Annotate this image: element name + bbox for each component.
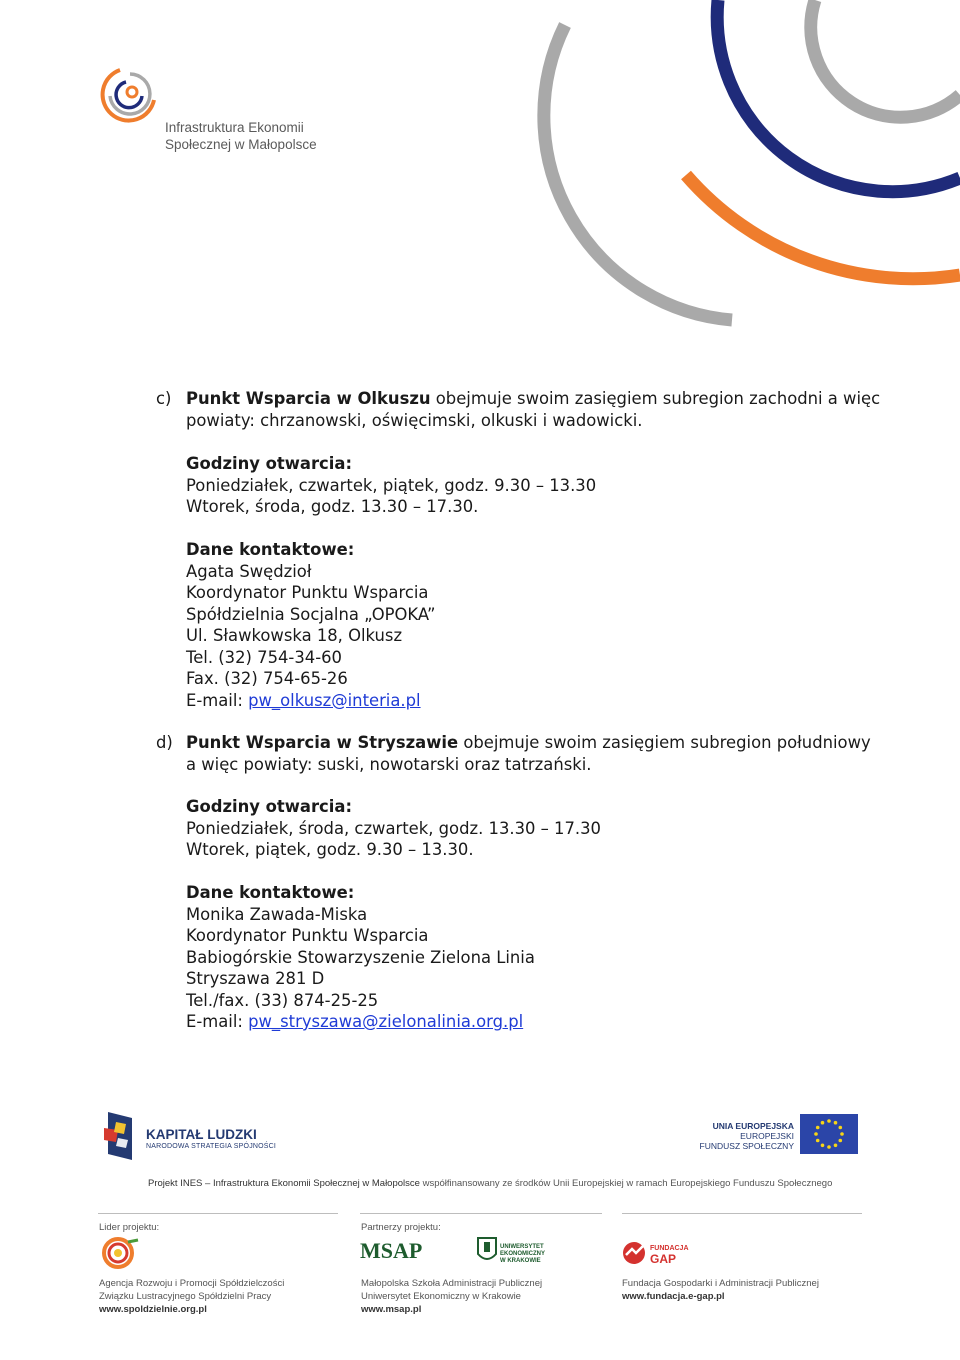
project-funding-text: współfinansowany ze środków Unii Europejskiej w ramach Europejskiego Funduszu Społecznego — [419, 1178, 833, 1189]
eu-line-3: FUNDUSZ SPOŁECZNY — [699, 1141, 794, 1151]
email-label: E-mail: — [186, 1012, 249, 1031]
section-d-contact — [186, 882, 535, 1033]
section-d-hours-line: Wtorek, piątek, godz. 9.30 – 13.30. — [186, 840, 474, 859]
gap-logo-text — [650, 1243, 689, 1265]
ines-logo-icon — [96, 62, 168, 126]
section-d-intro-text: obejmuje swoim zasięgiem subregion południowy — [458, 733, 871, 752]
section-d-title: Punkt Wsparcia w Stryszawie — [186, 733, 459, 752]
section-d-intro-line2: a więc powiaty: suski, nowotarski oraz tatrzański. — [186, 754, 592, 774]
kapital-ludzki-title: KAPITAŁ LUDZKI — [146, 1127, 257, 1142]
gray-arc — [544, 25, 732, 320]
kapital-ludzki-subtitle: NARODOWA STRATEGIA SPÓJNOŚCI — [146, 1143, 277, 1150]
header-arcs-graphic — [0, 0, 960, 360]
contact-role: Koordynator Punktu Wsparcia — [186, 583, 429, 602]
partner1-url[interactable]: www.msap.pl — [361, 1304, 422, 1315]
contact-organization: Spółdzielnia Socjalna „OPOKA” — [186, 604, 436, 624]
divider — [622, 1213, 862, 1214]
ue-logo-line: UNIWERSYTET — [500, 1244, 544, 1250]
section-c-contact-heading: Dane kontaktowe: — [186, 540, 355, 559]
msap-logo: MSAP — [360, 1238, 423, 1263]
partner1-line: Małopolska Szkoła Administracji Publicznej — [361, 1278, 543, 1289]
section-d-contact-heading: Dane kontaktowe: — [186, 883, 355, 902]
ue-krakow-crest-icon — [476, 1236, 498, 1266]
contact-phone-fax: Tel./fax. (33) 874-25-25 — [186, 990, 379, 1010]
eu-flag-icon — [800, 1114, 858, 1154]
partner2-info — [622, 1277, 819, 1303]
section-d-hours-line: Poniedziałek, środa, czwartek, godz. 13.30 – 17.30 — [186, 818, 601, 838]
section-c-contact — [186, 539, 436, 711]
section-c-intro-line2: powiaty: chrzanowski, oświęcimski, olkuski i wadowicki. — [186, 410, 643, 430]
eu-fund-text — [690, 1121, 794, 1151]
email-link[interactable]: pw_stryszawa@zielonalinia.org.pl — [248, 1012, 524, 1031]
ue-logo-line: EKONOMICZNY — [500, 1251, 545, 1257]
gap-logo-line: GAP — [650, 1252, 677, 1266]
eu-line-2: EUROPEJSKI — [740, 1131, 794, 1141]
arips-logo-icon — [98, 1236, 142, 1270]
leader-line: Związku Lustracyjnego Spółdzielni Pracy — [99, 1291, 272, 1302]
leader-url[interactable]: www.spoldzielnie.org.pl — [99, 1304, 207, 1315]
partner2-url[interactable]: www.fundacja.e-gap.pl — [622, 1291, 725, 1302]
logo-text — [165, 119, 317, 153]
eu-line-1: UNIA EUROPEJSKA — [712, 1121, 794, 1131]
section-c-hours-line: Poniedziałek, czwartek, piątek, godz. 9.30 – 13.30 — [186, 475, 597, 495]
divider — [98, 1213, 338, 1214]
contact-name: Agata Swędzioł — [186, 561, 312, 581]
leader-line: Agencja Rozwoju i Promocji Spółdzielczości — [99, 1278, 285, 1289]
gray-arc-small — [811, 0, 960, 117]
contact-name: Monika Zawada-Miska — [186, 904, 368, 924]
gap-logo-line: FUNDACJA — [650, 1245, 689, 1252]
section-d-hours — [186, 796, 601, 861]
contact-address: Stryszawa 281 D — [186, 969, 325, 988]
partner1-info — [361, 1277, 542, 1316]
partner1-line: Uniwersytet Ekonomiczny w Krakowie — [361, 1291, 521, 1302]
contact-fax: Fax. (32) 754-65-26 — [186, 669, 348, 688]
section-c-hours-line: Wtorek, środa, godz. 13.30 – 17.30. — [186, 497, 479, 516]
project-funding-line — [148, 1178, 832, 1189]
ue-logo-line: W KRAKOWIE — [500, 1258, 541, 1264]
email-link[interactable]: pw_olkusz@interia.pl — [248, 690, 421, 710]
leader-info — [99, 1277, 284, 1316]
partners-label: Partnerzy projektu: — [361, 1222, 441, 1233]
leader-label: Lider projektu: — [99, 1222, 160, 1233]
contact-organization: Babiogórskie Stowarzyszenie Zielona Linia — [186, 947, 535, 967]
section-d-label: d) — [156, 733, 173, 752]
section-c-title: Punkt Wsparcia w Olkuszu — [186, 389, 431, 408]
kapital-ludzki-logo-icon — [102, 1108, 136, 1162]
divider — [360, 1213, 602, 1214]
project-name: Projekt INES – Infrastruktura Ekonomii Społecznej w Małopolsce — [148, 1178, 420, 1189]
email-label: E-mail: — [186, 690, 249, 710]
section-d-intro — [156, 732, 876, 775]
section-c-intro-text: obejmuje swoim zasięgiem subregion zachodni a więc — [430, 389, 881, 408]
contact-address: Ul. Sławkowska 18, Olkusz — [186, 626, 403, 645]
partner2-line: Fundacja Gospodarki i Administracji Publicznej — [622, 1278, 819, 1289]
logo-line-1: Infrastruktura Ekonomii — [165, 120, 304, 135]
section-c-label: c) — [156, 389, 172, 408]
section-d-hours-heading: Godziny otwarcia: — [186, 797, 352, 816]
ue-krakow-logo-text — [500, 1244, 545, 1265]
section-c-intro — [156, 388, 881, 431]
section-c-hours-heading: Godziny otwarcia: — [186, 454, 352, 473]
contact-phone: Tel. (32) 754-34-60 — [186, 647, 342, 667]
gap-logo-icon — [620, 1240, 650, 1266]
contact-role: Koordynator Punktu Wsparcia — [186, 926, 429, 945]
section-c-hours — [186, 453, 596, 518]
logo-line-2: Społecznej w Małopolsce — [165, 137, 317, 152]
